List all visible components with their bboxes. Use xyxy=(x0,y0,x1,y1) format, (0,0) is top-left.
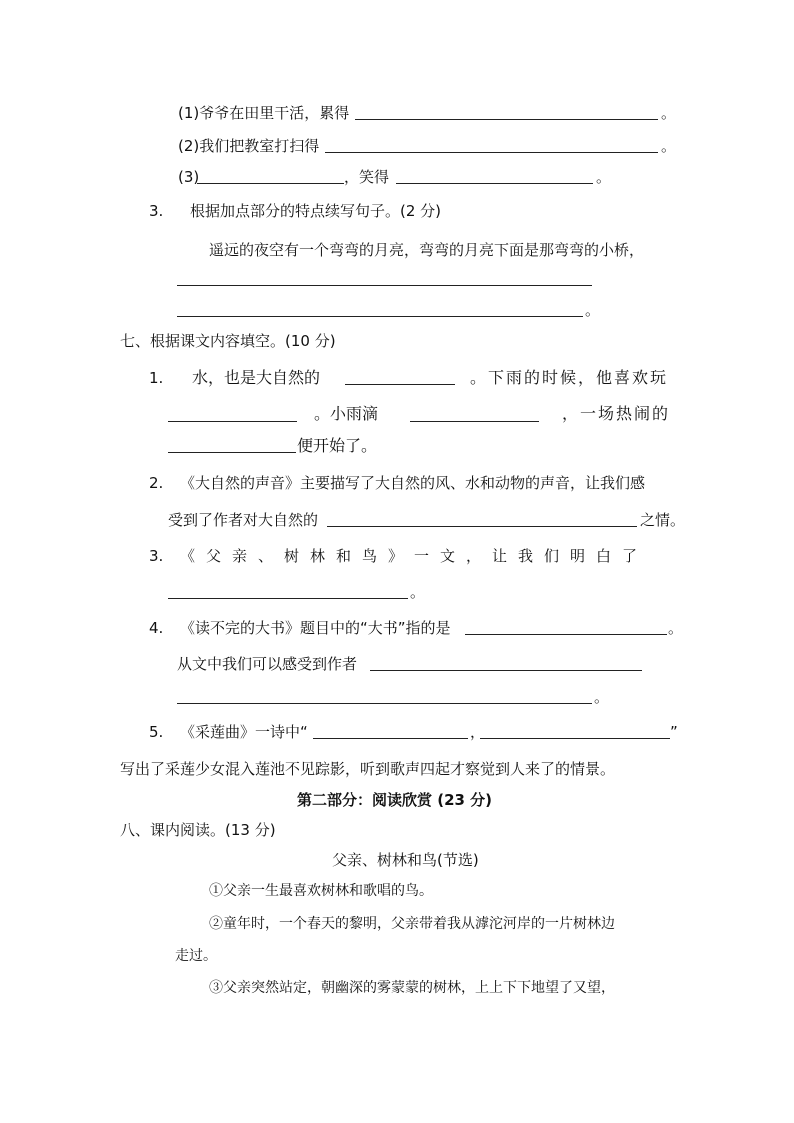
s7-q4-end: 。 xyxy=(594,688,610,706)
s7-q5-text-b: 写出了采莲少女混入莲池不见踪影，听到歌声四起才察觉到人来了的情景。 xyxy=(120,760,616,778)
s7-q1-number: 1. xyxy=(149,369,164,387)
answer-blank[interactable] xyxy=(177,703,592,704)
q2-item-3: (3) xyxy=(178,168,200,186)
answer-blank[interactable] xyxy=(355,119,658,120)
answer-blank[interactable] xyxy=(327,526,637,527)
passage-title: 父亲、树林和鸟(节选) xyxy=(332,851,479,869)
s7-q3-number: 3. xyxy=(149,547,164,565)
q3-end: 。 xyxy=(585,301,601,319)
answer-blank[interactable] xyxy=(197,183,344,184)
s7-q2-text-b: 受到了作者对大自然的 xyxy=(168,511,319,529)
q2-item-1-end: 。 xyxy=(661,104,677,122)
s7-q5-text-a: 《采莲曲》一诗中“ xyxy=(180,723,308,741)
answer-blank[interactable] xyxy=(177,285,592,286)
s7-q3-end: 。 xyxy=(410,583,426,601)
s7-q1-text-d: ，一场热闹的 xyxy=(562,404,671,423)
s7-q1-text-c: 。小雨滴 xyxy=(314,404,379,423)
q2-item-2: (2)我们把教室打扫得 xyxy=(178,137,320,155)
q3-sentence: 遥远的夜空有一个弯弯的月亮，弯弯的月亮下面是那弯弯的小桥， xyxy=(209,241,645,259)
s7-q4-text-a: 《读不完的大书》题目中的“大书”指的是 xyxy=(180,619,451,637)
passage-para-3: ③父亲突然站定，朝幽深的雾蒙蒙的树林，上上下下地望了又望， xyxy=(209,980,615,996)
answer-blank[interactable] xyxy=(168,598,408,599)
s7-q2-number: 2. xyxy=(149,474,164,492)
answer-blank[interactable] xyxy=(396,183,593,184)
q3-prompt: 根据加点部分的特点续写句子。(2 分) xyxy=(190,202,442,220)
q2-item-3-mid: ，笑得 xyxy=(344,168,390,186)
passage-para-1: ①父亲一生最喜欢树林和歌唱的鸟。 xyxy=(209,883,433,899)
section7-heading: 七、根据课文内容填空。(10 分) xyxy=(120,332,336,350)
s7-q2-text-c: 之情。 xyxy=(640,511,686,529)
s7-q1-text-b: 。下雨的时候，他喜欢玩 xyxy=(470,368,669,387)
s7-q4-text-c: 从文中我们可以感受到作者 xyxy=(177,655,358,673)
answer-blank[interactable] xyxy=(370,670,642,671)
q2-item-1 xyxy=(178,103,349,123)
s7-q1-text-e: 便开始了。 xyxy=(297,436,378,455)
s7-q2-text-a: 《大自然的声音》主要描写了大自然的风、水和动物的声音，让我们感 xyxy=(180,474,646,492)
answer-blank[interactable] xyxy=(345,384,455,385)
q2-item-2-end: 。 xyxy=(661,137,677,155)
s7-q4-text-b: 。 xyxy=(668,619,684,637)
passage-para-2-cont: 走过。 xyxy=(175,948,217,964)
section8-heading: 八、课内阅读。(13 分) xyxy=(120,821,276,839)
s7-q5-text-end: ” xyxy=(670,723,678,741)
s7-q5-number: 5. xyxy=(149,723,164,741)
s7-q4-number: 4. xyxy=(149,619,164,637)
s7-q3-text: 《父亲、树林和鸟》一文，让我们明白了 xyxy=(180,547,649,565)
answer-blank[interactable] xyxy=(168,452,296,453)
answer-blank[interactable] xyxy=(480,738,670,739)
q2-item-1-text: (1)爷爷在田里干活，累得 xyxy=(178,104,350,122)
answer-blank[interactable] xyxy=(465,634,667,635)
answer-blank[interactable] xyxy=(177,316,583,317)
passage-para-2: ②童年时，一个春天的黎明，父亲带着我从滹沱河岸的一片树林边 xyxy=(209,916,615,932)
s7-q5-text-mid: ， xyxy=(470,723,486,741)
answer-blank[interactable] xyxy=(325,152,658,153)
s7-q1-text-a: 水，也是大自然的 xyxy=(192,368,321,387)
q3-number: 3. xyxy=(149,202,164,220)
answer-blank[interactable] xyxy=(313,738,468,739)
answer-blank[interactable] xyxy=(168,421,297,422)
part2-heading: 第二部分：阅读欣赏 (23 分) xyxy=(297,791,493,809)
answer-blank[interactable] xyxy=(410,421,539,422)
q2-item-3-end: 。 xyxy=(596,168,612,186)
